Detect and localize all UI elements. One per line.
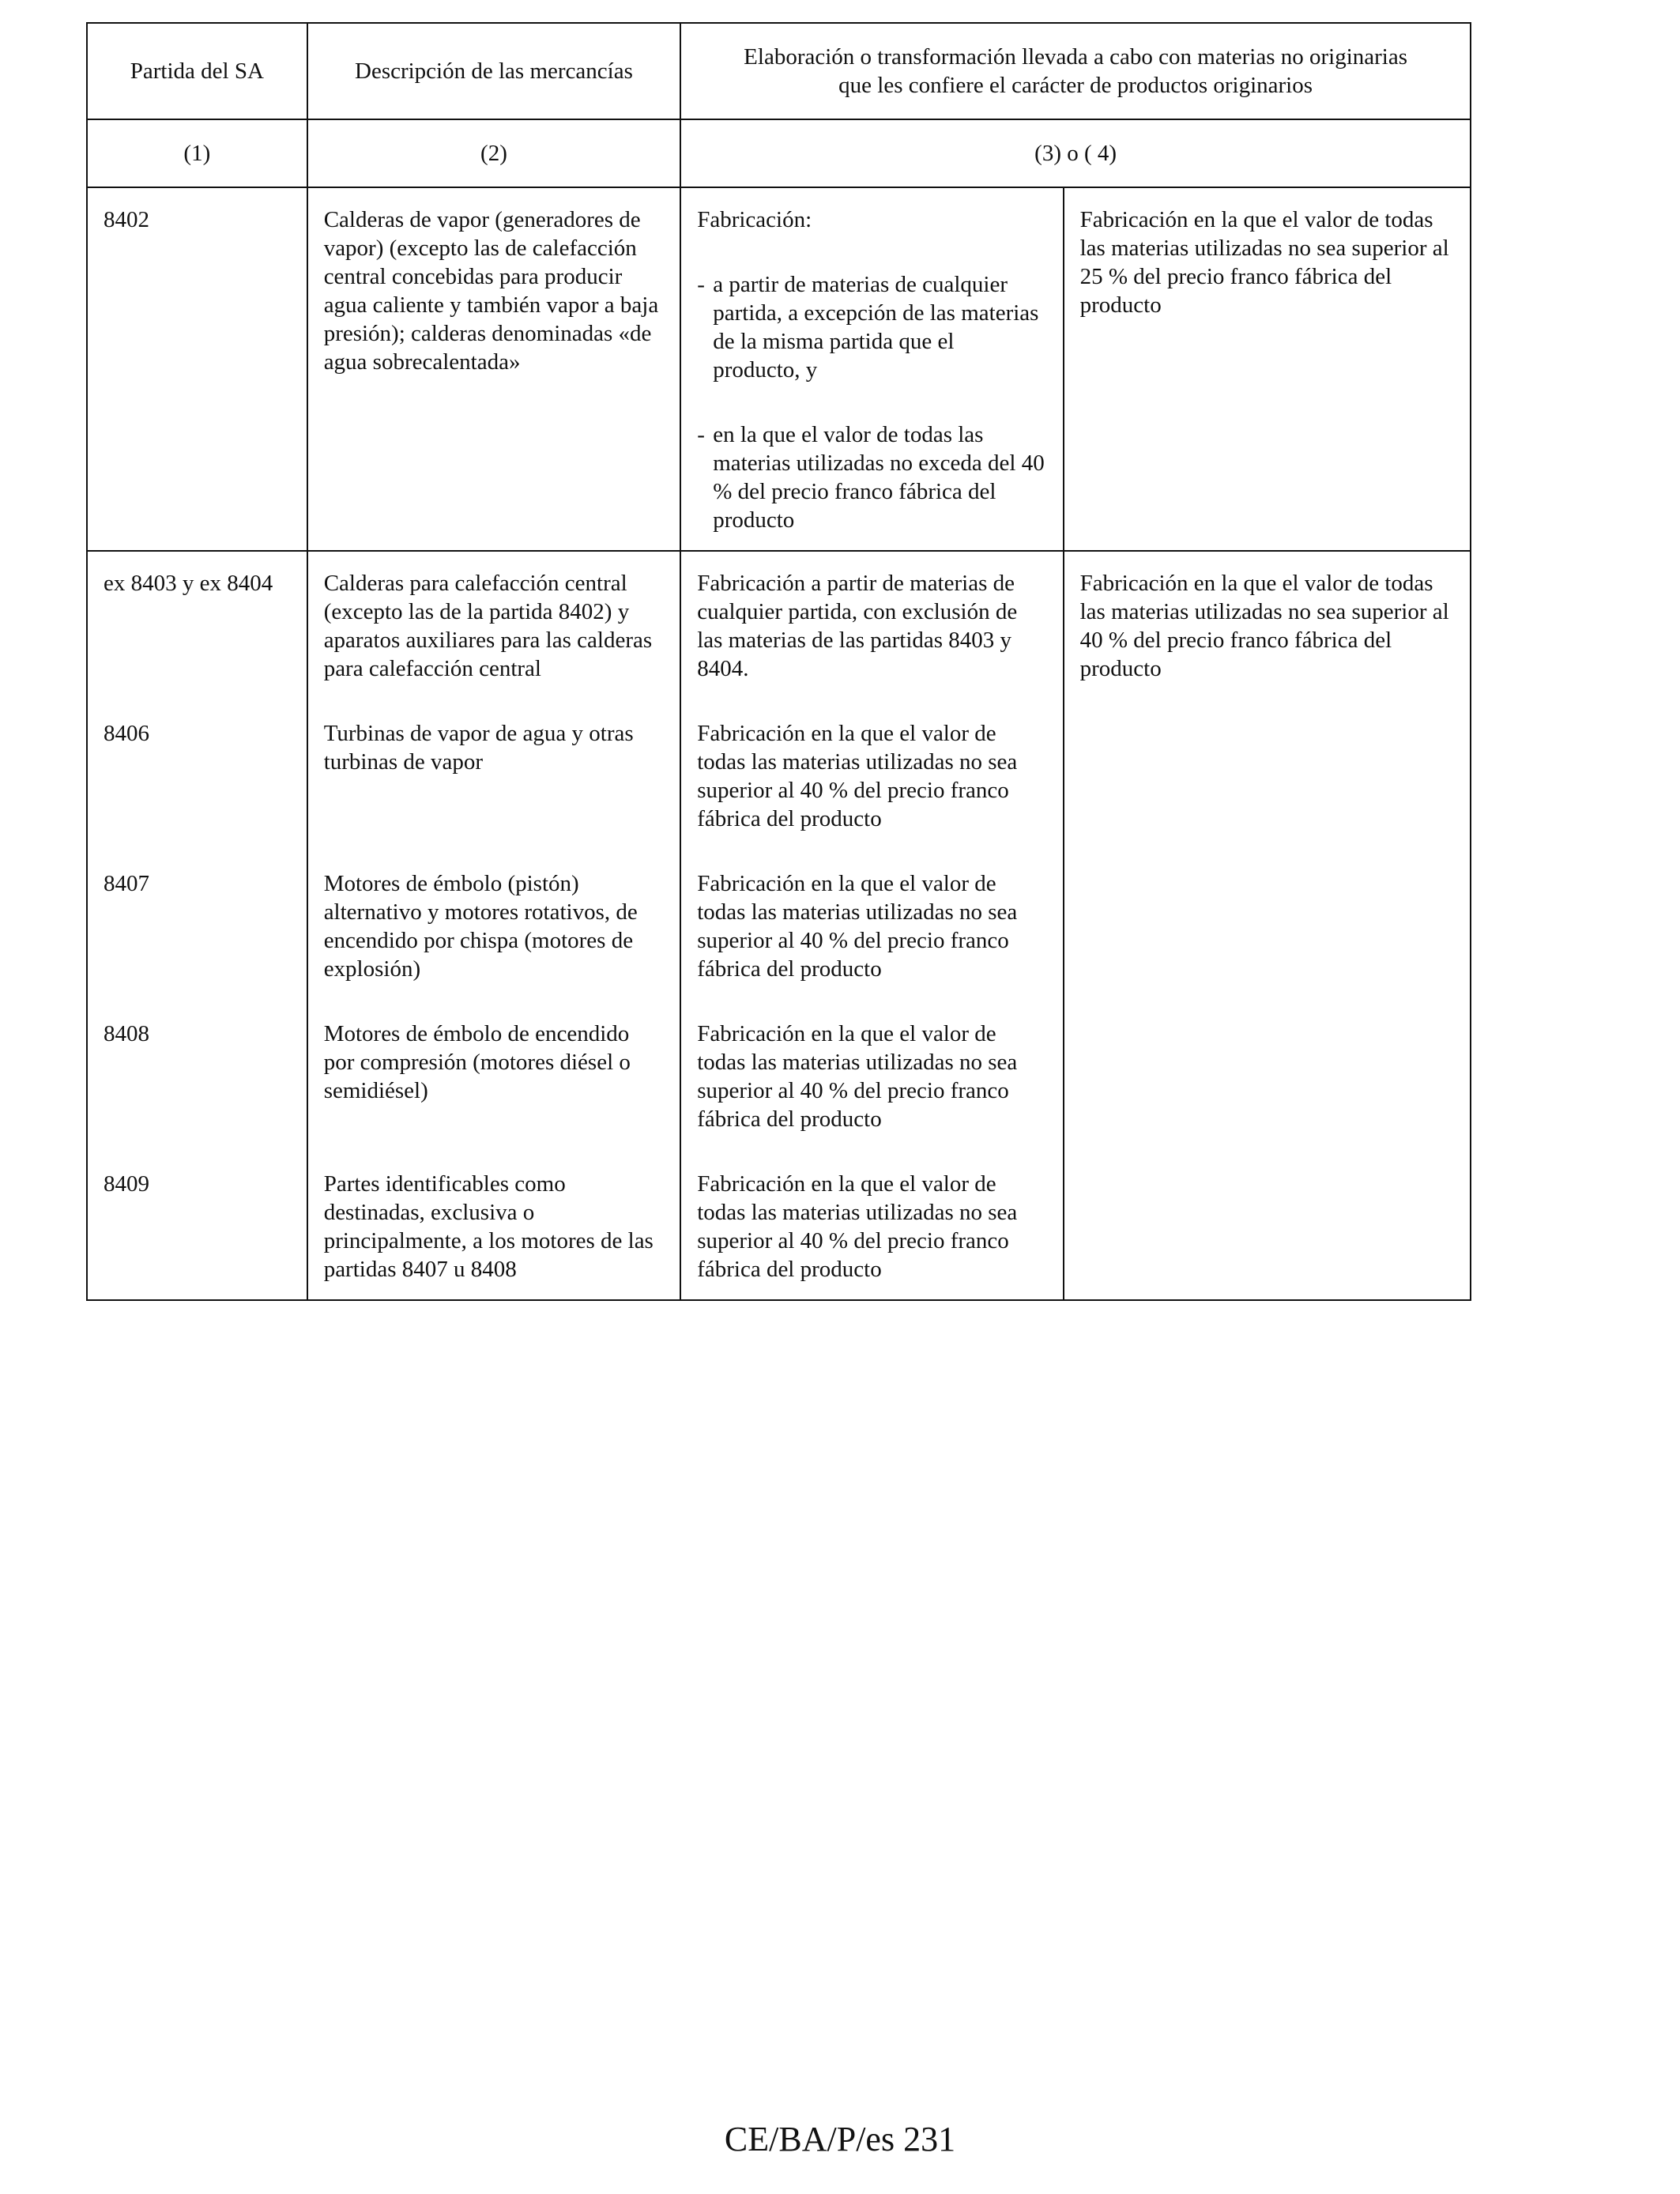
- rule-col3-cell: Fabricación a partir de materias de cualquier partida, con exclusión de las materias de las partidas 8403 y 8404.: [680, 551, 1063, 683]
- column-number-2: (2): [307, 119, 681, 187]
- table-row: [87, 683, 1471, 833]
- rule-col4-cell: Fabricación en la que el valor de todas las materias utilizadas no sea superior al 25 % del precio franco fábrica del producto: [1064, 187, 1471, 551]
- rule-col3-cell: Fabricación en la que el valor de todas las materias utilizadas no sea superior al 40 % del precio franco fábrica del producto: [680, 983, 1063, 1133]
- rule-col4-cell: [1064, 833, 1471, 983]
- description-cell: Calderas de vapor (generadores de vapor) (excepto las de calefacción central concebidas para producir agua caliente y también vapor a baja presión); calderas denominadas «de agua sobrecalentada»: [307, 187, 681, 551]
- dash-bullet: -: [697, 272, 705, 297]
- table-row: [87, 983, 1471, 1133]
- description-cell: Turbinas de vapor de agua y otras turbinas de vapor: [307, 683, 681, 833]
- hs-code-cell: 8406: [87, 683, 307, 833]
- header-working-line1: Elaboración o transformación llevada a cabo con materias no originarias: [744, 44, 1408, 70]
- dash-bullet: -: [697, 422, 705, 447]
- rule-col4-cell: [1064, 983, 1471, 1133]
- table-row: [87, 1133, 1471, 1300]
- rule-list-item: [697, 270, 1046, 384]
- header-working-processing: [680, 23, 1471, 119]
- hs-code-cell: 8409: [87, 1133, 307, 1300]
- rule-item-text: a partir de materias de cualquier partida, a excepción de las materias de la misma partida que el producto, y: [713, 272, 1039, 383]
- description-cell: Calderas para calefacción central (excepto las de la partida 8402) y aparatos auxiliares para las calderas para calefacción central: [307, 551, 681, 683]
- rule-list-item: [697, 420, 1046, 534]
- rule-col4-cell: Fabricación en la que el valor de todas las materias utilizadas no sea superior al 40 % del precio franco fábrica del producto: [1064, 551, 1471, 683]
- hs-code-cell: 8402: [87, 187, 307, 551]
- description-cell: Motores de émbolo (pistón) alternativo y motores rotativos, de encendido por chispa (motores de explosión): [307, 833, 681, 983]
- rule-col4-cell: [1064, 683, 1471, 833]
- rule-col3-cell: Fabricación en la que el valor de todas las materias utilizadas no sea superior al 40 % del precio franco fábrica del producto: [680, 833, 1063, 983]
- rule-col3-cell: [680, 187, 1063, 551]
- rule-col3-cell: Fabricación en la que el valor de todas las materias utilizadas no sea superior al 40 % del precio franco fábrica del producto: [680, 683, 1063, 833]
- header-description: Descripción de las mercancías: [307, 23, 681, 119]
- hs-code-cell: ex 8403 y ex 8404: [87, 551, 307, 683]
- column-number-3-4: (3) o ( 4): [680, 119, 1471, 187]
- rule-col4-cell: [1064, 1133, 1471, 1300]
- header-working-line2: que les confiere el carácter de productos originarios: [838, 73, 1313, 98]
- hs-code-cell: 8407: [87, 833, 307, 983]
- column-number-1: (1): [87, 119, 307, 187]
- table-row: [87, 551, 1471, 683]
- rules-table: [86, 22, 1471, 1301]
- header-row: [87, 23, 1471, 119]
- column-number-row: [87, 119, 1471, 187]
- rule-col3-cell: Fabricación en la que el valor de todas las materias utilizadas no sea superior al 40 % del precio franco fábrica del producto: [680, 1133, 1063, 1300]
- header-hs-heading: Partida del SA: [87, 23, 307, 119]
- table-row: [87, 833, 1471, 983]
- rule-item-text: en la que el valor de todas las materias utilizadas no exceda del 40 % del precio franco fábrica del producto: [713, 422, 1045, 533]
- rule-intro: Fabricación:: [697, 207, 812, 232]
- table-row: [87, 187, 1471, 551]
- page-footer-reference: CE/BA/P/es 231: [724, 2120, 956, 2158]
- description-cell: Partes identificables como destinadas, exclusiva o principalmente, a los motores de las partidas 8407 u 8408: [307, 1133, 681, 1300]
- hs-code-cell: 8408: [87, 983, 307, 1133]
- description-cell: Motores de émbolo de encendido por compresión (motores diésel o semidiésel): [307, 983, 681, 1133]
